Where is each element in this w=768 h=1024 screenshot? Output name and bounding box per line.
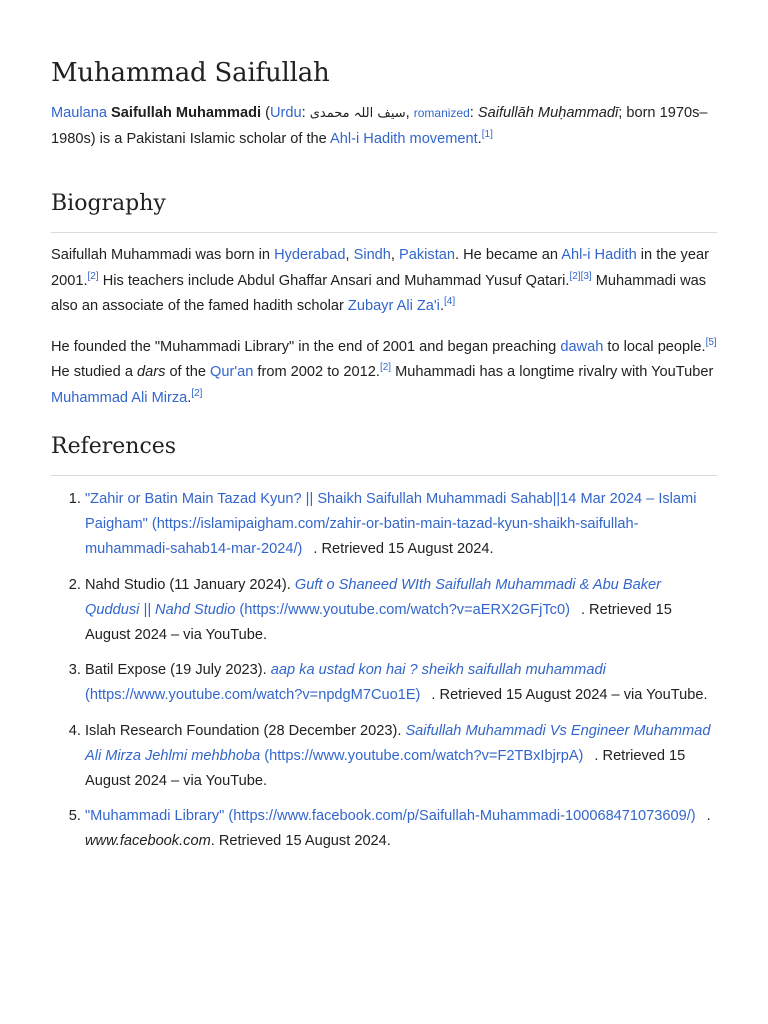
reference-title-link[interactable]: Guft o Shaneed WIth Saifullah Muhammadi & Abu Baker Quddusi || Nahd Studio	[85, 576, 661, 618]
term-dars: dars	[137, 364, 166, 380]
ref-marker[interactable]: [5]	[705, 336, 717, 348]
section-heading-references: References	[51, 434, 177, 459]
reference-title-link[interactable]: Saifullah Muhammadi Vs Engineer Muhammad Ali Mirza Jehlmi mehbhoba	[85, 722, 711, 764]
ref-marker[interactable]: [4]	[444, 296, 456, 307]
reference-title-link[interactable]: "Zahir or Batin Main Tazad Kyun? || Shaikh Saifullah Muhammadi Sahab||14 Mar 2024 – Islami Paigham"	[85, 491, 697, 532]
link-romanized[interactable]: romanized	[413, 106, 470, 120]
reference-item: 5. "Muhammadi Library" (https://www.facebook.com/p/Saifullah-Muhammadi-100068471073609/) . www.facebook.com. Retrieved 15 August 2024.	[85, 804, 717, 854]
link-sindh[interactable]: Sindh	[353, 247, 391, 263]
reference-title-link[interactable]: "Muhammadi Library"	[85, 808, 225, 824]
biography-paragraph-2: He founded the "Muhammadi Library" in the end of 2001 and began preaching dawah to local people.[5] He studied a dars of the Qur'an from 2002 to 2012.[2] Muhammadi has a longtime rivalry with YouTuber Muhammad Ali Mirza.[2]	[51, 336, 717, 406]
reference-site: www.facebook.com	[85, 833, 211, 849]
section-divider	[51, 475, 717, 476]
subject-name: Saifullah Muhammadi	[111, 105, 262, 121]
ref-marker[interactable]: [1]	[481, 128, 493, 140]
link-muhammad-ali-mirza[interactable]: Muhammad Ali Mirza	[51, 389, 188, 406]
reference-item: 3. Batil Expose (19 July 2023). aap ka ustad kon hai ? sheikh saifullah muhammadi (https://www.youtube.com/watch?v=npdgM7Cuo1E) . Retrieved 15 August 2024 – via YouTube.	[85, 658, 717, 708]
ref-marker[interactable]: [3]	[580, 270, 592, 282]
reference-url[interactable]: (https://www.youtube.com/watch?v=F2TBxIbjrpA)	[260, 747, 584, 764]
reference-url[interactable]: (https://islamipaigham.com/zahir-or-batin-main-tazad-kyun-shaikh-saifullah-muhammadi-sahab14-mar-2024/)	[85, 516, 639, 557]
references-list	[51, 487, 717, 854]
urdu-script: سیف اللہ محمدی	[309, 106, 406, 121]
section-divider	[51, 232, 717, 233]
ref-marker[interactable]: [2]	[191, 387, 203, 399]
link-pakistan[interactable]: Pakistan	[399, 247, 456, 263]
reference-url[interactable]: (https://www.youtube.com/watch?v=npdgM7Cuo1E)	[85, 687, 421, 703]
link-ahl-i-hadith[interactable]: Ahl-i Hadith	[561, 247, 637, 263]
link-dawah[interactable]: dawah	[560, 338, 604, 355]
ref-marker[interactable]: [2]	[569, 270, 581, 282]
ref-marker[interactable]: [2]	[87, 270, 99, 282]
section-heading-biography: Biography	[51, 191, 166, 216]
reference-item: 2. Nahd Studio (11 January 2024). Guft o Shaneed WIth Saifullah Muhammadi & Abu Baker Quddusi || Nahd Studio (https://www.youtube.com/watch?v=aERX2GFjTc0) . Retrieved 15 August 2024 – via YouTube.	[85, 573, 717, 648]
page-title: Muhammad Saifullah	[51, 58, 330, 88]
link-urdu[interactable]: Urdu	[269, 105, 302, 121]
romanized-name: Saifullāh Muḥammadī	[477, 105, 619, 121]
lead-paragraph: Maulana Saifullah Muhammadi (Urdu: سیف اللہ محمدی, romanized: Saifullāh Muḥammadī; born 1970s–1980s) is a Pakistani Islamic scholar of the Ahl-i Hadith movement.[1]	[51, 105, 708, 147]
link-hyderabad[interactable]: Hyderabad	[274, 247, 346, 263]
reference-item: 1. "Zahir or Batin Main Tazad Kyun? || Shaikh Saifullah Muhammadi Sahab||14 Mar 2024 – Islami Paigham" (https://islamipaigham.com/zahir-or-batin-main-tazad-kyun-shaikh-saifullah-muhammadi-sahab14-mar-2024/) . Retrieved 15 August 2024.	[85, 487, 717, 562]
link-maulana[interactable]: Maulana	[51, 105, 107, 121]
reference-url[interactable]: (https://www.facebook.com/p/Saifullah-Muhammadi-100068471073609/)	[224, 808, 696, 824]
reference-title-link[interactable]: aap ka ustad kon hai ? sheikh saifullah muhammadi	[270, 662, 606, 678]
link-quran[interactable]: Qur'an	[210, 364, 254, 380]
reference-item: 4. Islah Research Foundation (28 December 2023). Saifullah Muhammadi Vs Engineer Muhammad Ali Mirza Jehlmi mehbhoba (https://www.youtube.com/watch?v=F2TBxIbjrpA) . Retrieved 15 August 2024 – via YouTube.	[85, 719, 717, 794]
reference-url[interactable]: (https://www.youtube.com/watch?v=aERX2GFjTc0)	[235, 601, 570, 618]
link-ahl-movement[interactable]: Ahl-i Hadith movement	[330, 130, 478, 147]
ref-marker[interactable]: [2]	[379, 362, 392, 373]
biography-paragraph-1: Saifullah Muhammadi was born in Hyderabad, Sindh, Pakistan. He became an Ahl-i Hadith in the year 2001.[2] His teachers include Abdul Ghaffar Ansari and Muhammad Yusuf Qatari.[2][3] Muhammadi was also an associate of the famed hadith scholar Zubayr Ali Za'i.[4]	[51, 247, 709, 314]
link-zubayr-ali-zai[interactable]: Zubayr Ali Za'i	[347, 298, 440, 314]
